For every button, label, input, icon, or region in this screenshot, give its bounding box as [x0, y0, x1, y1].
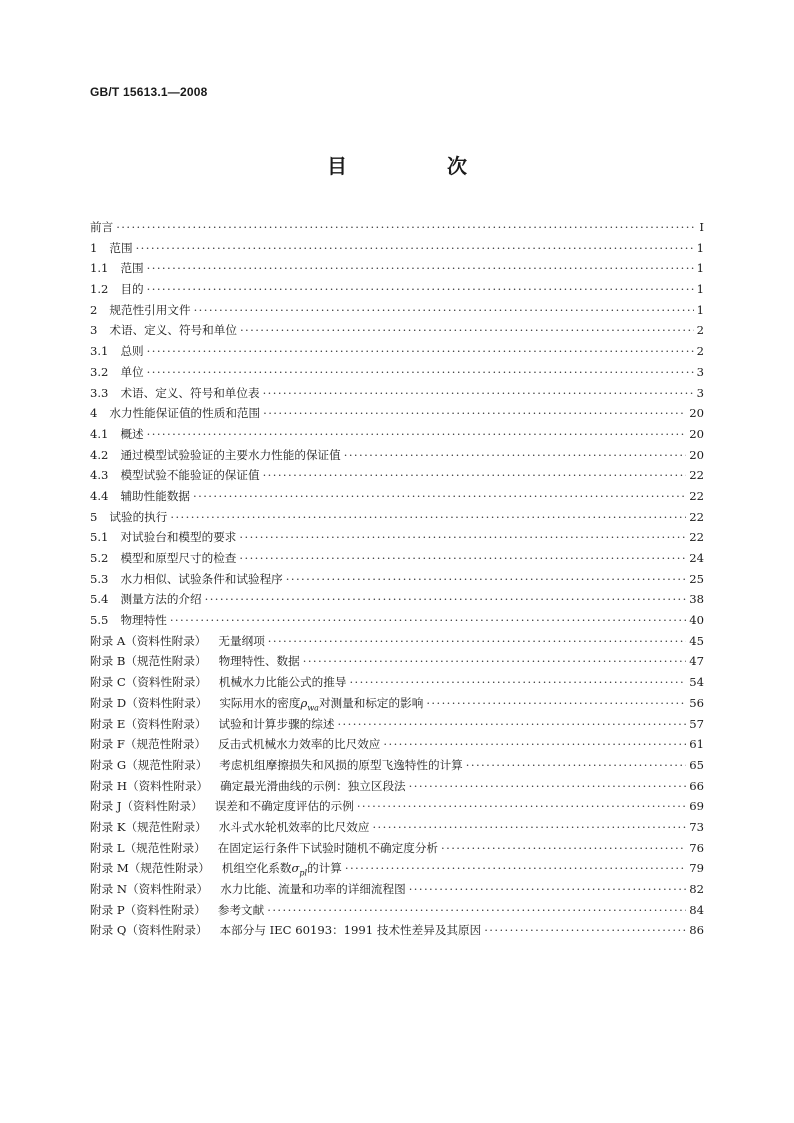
toc-entry[interactable]	[90, 838, 704, 859]
toc-page-number: 66	[689, 778, 704, 793]
toc-entry-title: 考虑机组摩擦损失和风损的原型飞逸特性的计算	[219, 757, 463, 772]
toc-entry-label	[90, 734, 380, 755]
toc-entry-title: 试验和计算步骤的综述	[218, 716, 335, 731]
toc-entry-label	[90, 341, 144, 362]
toc-entry-number: 附录 C（资料性附录）	[90, 675, 207, 690]
toc-entry-title: 通过模型试验验证的主要水力性能的保证值	[120, 447, 341, 462]
toc-entry-label	[90, 900, 264, 921]
toc-entry[interactable]	[90, 900, 704, 921]
toc-leader-dots	[147, 424, 687, 445]
toc-entry-label	[90, 714, 334, 735]
toc-entry[interactable]	[90, 238, 704, 259]
toc-leader-dots	[286, 569, 686, 590]
toc-entry-label	[90, 589, 202, 610]
toc-page-number: 84	[689, 902, 704, 917]
toc-entry-symbol-subscript: wa	[307, 703, 319, 713]
toc-entry[interactable]	[90, 796, 704, 817]
toc-entry-label	[90, 217, 113, 238]
toc-entry-label	[90, 569, 283, 590]
toc-entry-number: 附录 M（规范性附录）	[90, 861, 210, 876]
toc-leader-dots	[466, 755, 686, 776]
toc-entry-number: 3.3	[90, 385, 109, 400]
toc-entry-number: 5.5	[90, 613, 109, 628]
toc-entry-label	[90, 920, 481, 941]
toc-entry-label	[90, 362, 144, 383]
toc-entry[interactable]	[90, 858, 704, 879]
toc-entry-title: 水斗式水轮机效率的比尺效应	[218, 819, 370, 834]
toc-page-number: 86	[689, 923, 704, 938]
toc-leader-dots	[409, 879, 687, 900]
toc-page-number: 3	[696, 364, 704, 379]
toc-page-number: 1	[696, 302, 704, 317]
toc-page-number: 1	[696, 282, 704, 297]
toc-entry[interactable]	[90, 527, 704, 548]
toc-leader-dots	[349, 672, 686, 693]
toc-entry[interactable]	[90, 403, 704, 424]
toc-entry-title: 测量方法的介绍	[120, 592, 202, 607]
toc-entry-label	[90, 486, 190, 507]
toc-entry-number: 5	[90, 509, 98, 524]
toc-entry-number: 5.1	[90, 530, 109, 545]
toc-entry-label	[90, 776, 406, 797]
toc-leader-dots	[147, 341, 694, 362]
toc-entry[interactable]	[90, 817, 704, 838]
toc-page-number: 54	[689, 675, 704, 690]
toc-entry-number: 5.3	[90, 571, 109, 586]
toc-entry-symbol: σ	[291, 861, 300, 876]
toc-entry[interactable]	[90, 631, 704, 652]
toc-entry-number: 附录 P（资料性附录）	[90, 902, 206, 917]
toc-leader-dots	[170, 507, 686, 528]
toc-leader-dots	[484, 920, 686, 941]
toc-entry-label	[90, 631, 265, 652]
toc-entry-label	[90, 403, 260, 424]
toc-leader-dots	[263, 465, 687, 486]
toc-leader-dots	[240, 320, 694, 341]
toc-entry-label	[90, 238, 133, 259]
table-of-contents	[90, 217, 704, 941]
toc-entry[interactable]	[90, 755, 704, 776]
toc-leader-dots	[239, 548, 686, 569]
toc-entry-number: 附录 A（资料性附录）	[90, 633, 207, 648]
toc-page-number: 1	[696, 240, 704, 255]
toc-entry-title: 辅助性能数据	[120, 488, 191, 503]
toc-entry-title: 水力比能、流量和功率的详细流程图	[220, 882, 406, 896]
toc-page-number: Ⅰ	[699, 220, 704, 234]
toc-entry[interactable]	[90, 589, 704, 610]
toc-page-number: 45	[689, 633, 704, 648]
toc-entry-number: 附录 G（规范性附录）	[90, 757, 208, 772]
toc-leader-dots	[205, 589, 687, 610]
toc-entry-title: 对试验台和模型的要求	[120, 530, 237, 545]
toc-entry-title: 在固定运行条件下试验时随机不确定度分析	[217, 840, 439, 855]
toc-page-number: 65	[689, 757, 704, 772]
toc-entry[interactable]	[90, 424, 704, 445]
toc-entry-label	[90, 527, 236, 548]
standard-code: GB/T 15613.1—2008	[90, 85, 208, 99]
toc-entry-title: 前言	[90, 220, 114, 234]
toc-page-number: 79	[689, 861, 704, 876]
toc-page-number: 82	[689, 882, 704, 896]
toc-entry-number: 4.1	[90, 426, 109, 441]
toc-entry-number: 附录 H（资料性附录）	[90, 778, 209, 793]
toc-leader-dots	[263, 403, 686, 424]
toc-entry-number: 3.1	[90, 344, 109, 359]
toc-entry-number: 附录 N（资料性附录）	[90, 882, 209, 896]
toc-entry-label	[90, 817, 369, 838]
toc-entry-label	[90, 838, 438, 859]
toc-entry-title: 目的	[120, 282, 144, 297]
toc-leader-dots	[267, 900, 686, 921]
toc-entry-title: 确定最光滑曲线的示例：独立区段法	[220, 778, 406, 793]
toc-entry-label	[90, 300, 191, 321]
toc-leader-dots	[239, 527, 686, 548]
toc-entry-label	[90, 445, 341, 466]
toc-entry-label	[90, 672, 346, 693]
toc-leader-dots	[147, 279, 694, 300]
toc-entry-title-rest: 的计算	[307, 861, 342, 876]
toc-entry[interactable]	[90, 672, 704, 693]
toc-entry-label	[90, 651, 300, 672]
toc-entry-number: 1.1	[90, 261, 109, 276]
toc-entry[interactable]	[90, 279, 704, 300]
toc-page-number: 22	[689, 530, 704, 545]
toc-page-number: 76	[689, 840, 704, 855]
toc-entry-label	[90, 465, 260, 486]
toc-page-number: 2	[696, 323, 704, 338]
toc-page-number: 25	[689, 571, 704, 586]
toc-entry-title: 机组空化系数	[221, 861, 292, 876]
toc-entry-title: 本部分与 IEC 60193：1991 技术性差异及其原因	[219, 923, 482, 938]
toc-entry-number: 1	[90, 240, 98, 255]
toc-page-number: 61	[689, 737, 704, 752]
toc-entry-number: 2	[90, 302, 98, 317]
toc-entry-number: 4.4	[90, 488, 109, 503]
toc-page-number: 47	[689, 654, 704, 669]
toc-entry-title: 物理特性	[120, 613, 167, 628]
toc-entry-label	[90, 258, 144, 279]
toc-entry-number: 4.2	[90, 447, 109, 462]
toc-entry-title: 总则	[120, 344, 144, 359]
toc-entry-title: 实际用水的密度	[219, 695, 301, 710]
toc-entry[interactable]	[90, 734, 704, 755]
toc-leader-dots	[345, 858, 686, 879]
toc-leader-dots	[441, 838, 686, 859]
toc-entry-title-rest: 对测量和标定的影响	[318, 695, 424, 710]
toc-entry-number: 附录 J（资料性附录）	[90, 799, 203, 814]
toc-leader-dots	[263, 383, 694, 404]
toc-entry[interactable]	[90, 486, 704, 507]
toc-entry-label	[90, 320, 237, 341]
toc-entry[interactable]	[90, 548, 704, 569]
toc-leader-dots	[426, 693, 686, 714]
toc-page-number: 69	[689, 799, 704, 814]
toc-leader-dots	[147, 258, 694, 279]
page-title: 目 次	[327, 154, 507, 178]
toc-entry[interactable]	[90, 776, 704, 797]
toc-entry[interactable]	[90, 920, 704, 941]
toc-leader-dots	[170, 610, 686, 631]
toc-page-number: 24	[689, 551, 704, 565]
toc-entry[interactable]	[90, 258, 704, 279]
toc-leader-dots	[194, 300, 694, 321]
toc-entry-symbol: ρ	[300, 695, 308, 710]
toc-entry[interactable]	[90, 320, 704, 341]
toc-entry-title: 术语、定义、符号和单位	[109, 323, 237, 338]
toc-entry[interactable]	[90, 341, 704, 362]
toc-entry-label	[90, 610, 167, 631]
toc-leader-dots	[337, 714, 686, 735]
toc-entry[interactable]	[90, 651, 704, 672]
toc-entry-title: 试验的执行	[109, 509, 168, 524]
toc-page-number: 1	[696, 261, 704, 276]
toc-page-number: 73	[689, 819, 704, 834]
toc-page-number: 22	[689, 488, 704, 503]
toc-entry[interactable]	[90, 383, 704, 404]
toc-entry-number: 3	[90, 323, 98, 338]
toc-page-number: 40	[689, 613, 704, 628]
toc-entry-title: 范围	[120, 261, 144, 276]
toc-entry[interactable]	[90, 362, 704, 383]
toc-entry-symbol-subscript: pl	[299, 868, 308, 878]
toc-leader-dots	[357, 796, 686, 817]
toc-entry[interactable]	[90, 569, 704, 590]
toc-entry-title: 机械水力比能公式的推导	[218, 675, 347, 690]
toc-entry-label	[90, 548, 236, 569]
toc-entry[interactable]	[90, 217, 704, 238]
toc-leader-dots	[303, 651, 687, 672]
toc-entry-number: 附录 F（规范性附录）	[90, 737, 207, 752]
toc-entry-title: 水力性能保证值的性质和范围	[109, 406, 261, 421]
toc-entry-title: 模型试验不能验证的保证值	[120, 468, 260, 483]
toc-entry-title: 误差和不确定度评估的示例	[214, 799, 354, 814]
toc-entry-label	[90, 279, 144, 300]
toc-entry-title: 无量纲项	[218, 633, 265, 648]
toc-entry-number: 附录 D（资料性附录）	[90, 695, 208, 710]
toc-entry-label	[90, 879, 406, 900]
toc-leader-dots	[383, 734, 686, 755]
toc-page-number: 20	[689, 406, 704, 421]
toc-entry[interactable]	[90, 693, 704, 714]
toc-leader-dots	[344, 445, 686, 466]
toc-page-number: 56	[689, 695, 704, 710]
toc-page-number: 38	[689, 592, 704, 607]
toc-entry-number: 4.3	[90, 468, 109, 483]
toc-page-number: 57	[689, 716, 704, 731]
toc-entry[interactable]	[90, 714, 704, 735]
toc-entry-label	[90, 424, 144, 445]
toc-entry-number: 附录 K（规范性附录）	[90, 819, 207, 834]
toc-entry-title: 范围	[109, 240, 133, 255]
toc-entry-title: 物理特性、数据	[218, 654, 300, 669]
toc-leader-dots	[409, 776, 687, 797]
toc-entry[interactable]	[90, 300, 704, 321]
toc-entry-title: 水力相似、试验条件和试验程序	[120, 571, 283, 586]
toc-entry-number: 附录 L（规范性附录）	[90, 840, 206, 855]
toc-entry-label	[90, 755, 463, 776]
toc-entry-number: 5.4	[90, 592, 109, 607]
toc-leader-dots	[147, 362, 694, 383]
toc-leader-dots	[136, 238, 694, 259]
toc-entry-label	[90, 507, 167, 528]
toc-leader-dots	[268, 631, 686, 652]
toc-entry-title: 模型和原型尺寸的检查	[120, 551, 237, 565]
toc-entry[interactable]	[90, 445, 704, 466]
toc-entry-number: 3.2	[90, 364, 109, 379]
toc-entry[interactable]	[90, 610, 704, 631]
toc-entry-number: 附录 E（资料性附录）	[90, 716, 207, 731]
toc-entry[interactable]	[90, 507, 704, 528]
toc-page-number: 20	[689, 426, 704, 441]
toc-entry-title: 规范性引用文件	[109, 302, 191, 317]
toc-entry-title: 概述	[120, 426, 144, 441]
toc-entry-title: 单位	[120, 364, 144, 379]
toc-page-number: 22	[689, 468, 704, 483]
toc-page-number: 20	[689, 447, 704, 462]
toc-entry-label	[90, 796, 354, 817]
toc-leader-dots	[372, 817, 686, 838]
toc-leader-dots	[116, 217, 696, 238]
toc-page-number: 3	[696, 385, 704, 400]
toc-page-number: 2	[696, 344, 704, 359]
toc-entry[interactable]	[90, 465, 704, 486]
toc-entry-number: 5.2	[90, 551, 109, 565]
toc-page-number: 22	[689, 509, 704, 524]
toc-entry-number: 附录 Q（资料性附录）	[90, 923, 208, 938]
toc-entry-number: 4	[90, 406, 98, 421]
toc-entry-number: 附录 B（规范性附录）	[90, 654, 207, 669]
toc-entry-title: 参考文献	[217, 902, 265, 917]
toc-leader-dots	[193, 486, 686, 507]
toc-entry-number: 1.2	[90, 282, 109, 297]
toc-entry[interactable]	[90, 879, 704, 900]
toc-entry-label	[90, 383, 260, 404]
toc-entry-title: 反击式机械水力效率的比尺效应	[218, 737, 381, 752]
toc-entry-title: 术语、定义、符号和单位表	[120, 385, 260, 400]
